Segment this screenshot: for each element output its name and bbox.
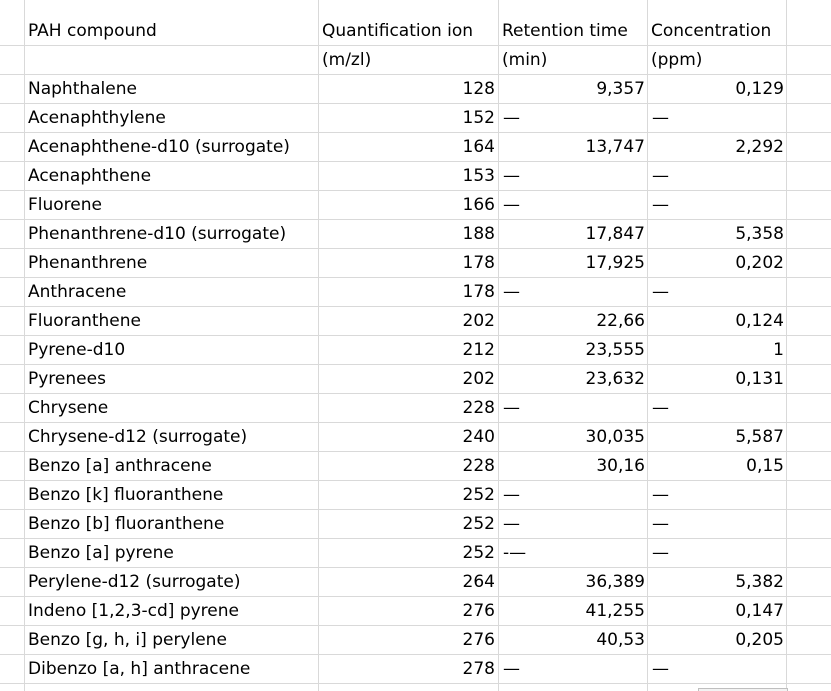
cell-compound[interactable]: Benzo [a] anthracene: [28, 456, 212, 476]
table-row[interactable]: [0, 191, 831, 220]
cell-ion[interactable]: 228: [462, 456, 495, 476]
table-row[interactable]: [0, 104, 831, 133]
cell-concentration-dash[interactable]: —: [652, 659, 669, 679]
cell-retention-dash[interactable]: —: [503, 195, 520, 215]
cell-retention-time[interactable]: [500, 104, 645, 132]
table-row[interactable]: [0, 133, 831, 162]
cell-retention-time[interactable]: 36,389: [585, 572, 645, 592]
cell-retention-time[interactable]: 41,255: [585, 601, 645, 621]
cell-retention-time[interactable]: 17,847: [585, 224, 645, 244]
cell-ion[interactable]: 252: [462, 543, 495, 563]
header-rt-unit[interactable]: (min): [502, 50, 548, 70]
cell-ion[interactable]: 276: [462, 601, 495, 621]
cell-concentration[interactable]: [649, 278, 784, 306]
cell-compound[interactable]: Benzo [g, h, i] perylene: [28, 630, 227, 650]
cell-retention-dash[interactable]: —: [503, 514, 520, 534]
cell-compound[interactable]: Perylene-d12 (surrogate): [28, 572, 241, 592]
cell-compound[interactable]: Pyrenees: [28, 369, 106, 389]
cell-retention-time[interactable]: [500, 481, 645, 509]
table-row[interactable]: [0, 278, 831, 307]
cell-ion[interactable]: 202: [462, 311, 495, 331]
cell-compound[interactable]: Naphthalene: [28, 79, 137, 99]
cell-concentration[interactable]: 5,358: [735, 224, 784, 244]
cell-ion[interactable]: 264: [462, 572, 495, 592]
cell-concentration-dash[interactable]: —: [652, 514, 669, 534]
table-row[interactable]: [0, 626, 831, 655]
header-ion-unit[interactable]: (m/zl): [322, 50, 372, 70]
cell-compound[interactable]: Anthracene: [28, 282, 127, 302]
table-row[interactable]: [0, 307, 831, 336]
cell-compound[interactable]: Benzo [a] pyrene: [28, 543, 174, 563]
cell-retention-time[interactable]: [500, 655, 645, 683]
header-conc-unit[interactable]: (ppm): [651, 50, 703, 70]
cell-ion[interactable]: 153: [462, 166, 495, 186]
cell-compound[interactable]: Acenaphthene-d10 (surrogate): [28, 137, 290, 157]
table-row[interactable]: [0, 568, 831, 597]
cell-ion[interactable]: 252: [462, 485, 495, 505]
cell-ion[interactable]: 188: [462, 224, 495, 244]
cell-ion[interactable]: 178: [462, 282, 495, 302]
cell-concentration[interactable]: 0,129: [735, 79, 784, 99]
table-row[interactable]: [0, 510, 831, 539]
table-row[interactable]: [0, 249, 831, 278]
cell-retention-time[interactable]: 22,66: [596, 311, 645, 331]
cell-ion[interactable]: 278: [462, 659, 495, 679]
table-row[interactable]: [0, 336, 831, 365]
header-quantification-ion[interactable]: Quantification ion: [322, 21, 474, 41]
table-row[interactable]: [0, 539, 831, 568]
header-compound[interactable]: PAH compound: [28, 21, 157, 41]
cell-concentration-dash[interactable]: —: [652, 398, 669, 418]
cell-retention-time[interactable]: [500, 510, 645, 538]
cell-compound[interactable]: Chrysene-d12 (surrogate): [28, 427, 248, 447]
cell-retention-time[interactable]: [500, 191, 645, 219]
cell-concentration-dash[interactable]: —: [652, 108, 669, 128]
cell-compound[interactable]: Dibenzo [a, h] anthracene: [28, 659, 251, 679]
cell-concentration[interactable]: [649, 539, 784, 567]
cell-ion[interactable]: 178: [462, 253, 495, 273]
cell-ion[interactable]: 202: [462, 369, 495, 389]
header-row[interactable]: [0, 17, 831, 46]
cell-concentration[interactable]: [649, 510, 784, 538]
cell-compound[interactable]: Fluorene: [28, 195, 102, 215]
cell-retention-time[interactable]: 30,035: [585, 427, 645, 447]
cell-concentration[interactable]: 5,587: [735, 427, 784, 447]
table-row[interactable]: [0, 162, 831, 191]
cell-ion[interactable]: 164: [462, 137, 495, 157]
table-row[interactable]: [0, 394, 831, 423]
cell-concentration[interactable]: 0,147: [735, 601, 784, 621]
cell-concentration-dash[interactable]: —: [652, 485, 669, 505]
cell-ion[interactable]: 276: [462, 630, 495, 650]
cell-compound[interactable]: Benzo [k] fluoranthene: [28, 485, 224, 505]
header-row-units[interactable]: [0, 46, 831, 75]
table-row[interactable]: [0, 220, 831, 249]
cell-ion[interactable]: 240: [462, 427, 495, 447]
cell-retention-time[interactable]: 17,925: [585, 253, 645, 273]
cell-retention-dash[interactable]: -—: [503, 543, 527, 563]
cell-retention-time[interactable]: 40,53: [596, 630, 645, 650]
table-row[interactable]: [0, 655, 831, 684]
cell-retention-time[interactable]: 30,16: [596, 456, 645, 476]
table-row[interactable]: [0, 481, 831, 510]
cell-concentration[interactable]: 0,202: [735, 253, 784, 273]
cell-compound[interactable]: Acenaphthene: [28, 166, 152, 186]
cell-concentration[interactable]: 0,15: [746, 456, 784, 476]
cell-concentration[interactable]: 1: [773, 340, 784, 360]
cell-compound[interactable]: Fluoranthene: [28, 311, 141, 331]
cell-retention-time[interactable]: 13,747: [585, 137, 645, 157]
cell-ion[interactable]: 166: [462, 195, 495, 215]
cell-concentration[interactable]: [649, 104, 784, 132]
cell-concentration[interactable]: 0,131: [735, 369, 784, 389]
cell-retention-dash[interactable]: —: [503, 108, 520, 128]
cell-concentration[interactable]: [649, 655, 784, 683]
cell-ion[interactable]: 252: [462, 514, 495, 534]
cell-compound[interactable]: Acenaphthylene: [28, 108, 166, 128]
cell-ion[interactable]: 128: [462, 79, 495, 99]
cell-retention-time[interactable]: 9,357: [596, 79, 645, 99]
table-row[interactable]: [0, 423, 831, 452]
cell-retention-dash[interactable]: —: [503, 282, 520, 302]
cell-retention-time[interactable]: [500, 278, 645, 306]
cell-concentration[interactable]: 0,205: [735, 630, 784, 650]
cell-concentration[interactable]: [649, 191, 784, 219]
cell-compound[interactable]: Indeno [1,2,3-cd] pyrene: [28, 601, 239, 621]
cell-retention-dash[interactable]: —: [503, 659, 520, 679]
cell-concentration[interactable]: 2,292: [735, 137, 784, 157]
header-retention-time[interactable]: Retention time: [502, 21, 628, 41]
cell-ion[interactable]: 228: [462, 398, 495, 418]
cell-compound[interactable]: Benzo [b] fluoranthene: [28, 514, 225, 534]
cell-compound[interactable]: Pyrene-d10: [28, 340, 126, 360]
cell-concentration[interactable]: [649, 162, 784, 190]
cell-compound[interactable]: Phenanthrene-d10 (surrogate): [28, 224, 287, 244]
cell-compound[interactable]: Chrysene: [28, 398, 109, 418]
cell-retention-time[interactable]: [500, 394, 645, 422]
table-row[interactable]: [0, 452, 831, 481]
table-row[interactable]: [0, 365, 831, 394]
cell-retention-time[interactable]: [500, 162, 645, 190]
cell-concentration-dash[interactable]: —: [652, 543, 669, 563]
cell-retention-dash[interactable]: —: [503, 398, 520, 418]
cell-ion[interactable]: 152: [462, 108, 495, 128]
cell-concentration[interactable]: [649, 394, 784, 422]
header-concentration[interactable]: Concentration: [651, 21, 772, 41]
cell-concentration[interactable]: 5,382: [735, 572, 784, 592]
cell-retention-time[interactable]: 23,555: [585, 340, 645, 360]
cell-compound[interactable]: Phenanthrene: [28, 253, 148, 273]
table-row[interactable]: [0, 597, 831, 626]
cell-concentration-dash[interactable]: —: [652, 166, 669, 186]
cell-concentration[interactable]: 0,124: [735, 311, 784, 331]
cell-retention-dash[interactable]: —: [503, 485, 520, 505]
cell-concentration-dash[interactable]: —: [652, 195, 669, 215]
cell-retention-time[interactable]: 23,632: [585, 369, 645, 389]
cell-concentration-dash[interactable]: —: [652, 282, 669, 302]
cell-retention-dash[interactable]: —: [503, 166, 520, 186]
table-row[interactable]: [0, 75, 831, 104]
cell-concentration[interactable]: [649, 481, 784, 509]
cell-ion[interactable]: 212: [462, 340, 495, 360]
